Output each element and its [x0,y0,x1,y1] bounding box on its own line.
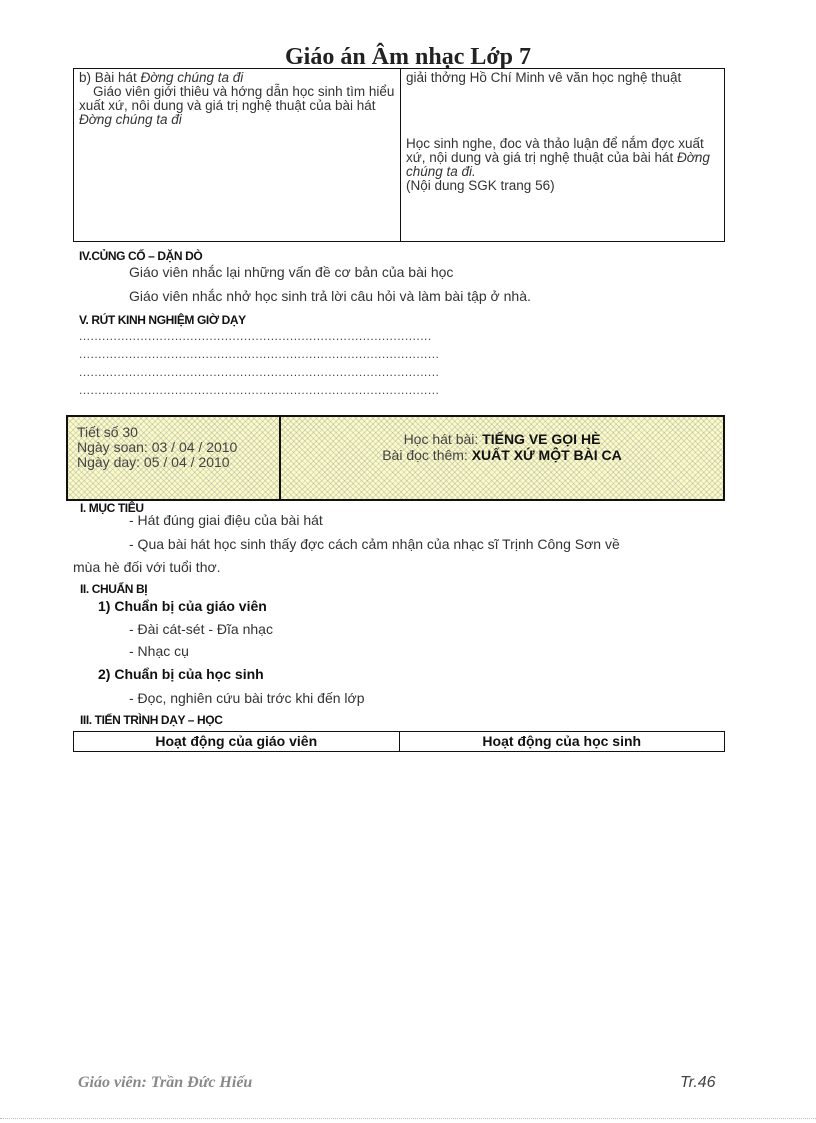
teacher-activity-cell [74,69,401,242]
teach-date: Ngày day: 05 / 04 / 2010 [77,454,230,470]
activity-header-table [73,731,725,752]
song-topic-value: TIẾNG VE GỌI HÈ [482,431,601,447]
footer-divider [0,1118,816,1119]
teacher-prep-item-2: - Nhạc cụ [129,643,189,659]
student-activity-cell [401,69,725,242]
song-topic [281,431,723,447]
award-text: giải thởng Hồ Chí Minh vê văn học nghệ thuật [406,70,682,85]
teacher-intro-paragraph [79,85,395,127]
lesson-activity-table [73,68,725,242]
footer-teacher: Giáo viên: Trần Đức Hiếu [78,1074,253,1091]
student-prep-item-1: - Đọc, nghiên cứu bài trớc khi đến lớp [129,690,365,706]
section-iv-heading: IV.CỦNG CỐ – DẶN DÒ [79,249,203,263]
objective-2-cont: mùa hè đối với tuổi thơ. [73,559,221,575]
dotted-line-1: ............................................................................................ [79,330,432,342]
table-row [74,732,725,752]
song-title: Đờng chúng ta đi [140,70,244,85]
reading-topic-value: XUẤT XỨ MỘT BÀI CA [471,447,622,463]
section-iv-line-1: Giáo viên nhắc lại những vấn đề cơ bản của bài học [129,264,454,280]
prep-date: Ngày soan: 03 / 04 / 2010 [77,439,238,455]
teacher-column-header: Hoạt động của giáo viên [74,732,400,752]
dotted-line-4: .............................................................................................. [79,384,439,396]
sgk-reference: (Nội dung SGK trang 56) [406,178,555,193]
song-title-ref-2: Đờng chúng ta đi. [406,150,710,179]
section-iv-line-2: Giáo viên nhắc nhở học sinh trả lời câu hỏi và làm bài tập ở nhà. [129,288,531,304]
student-paragraph [406,137,719,179]
reading-topic [281,447,723,463]
spacer [406,85,719,137]
teacher-intro-text: Giáo viên giới thiêu và hớng dẫn học sinh tìm hiểu xuất xứ, nôi dung và giá trị nghệ thuật của bài hát [79,84,395,113]
dotted-line-2: .............................................................................................. [79,348,439,360]
lesson-topics [281,417,723,499]
lesson-info-box [66,415,725,501]
song-prefix: b) Bài hát [79,70,141,85]
section-iii-heading: III. TIẾN TRÌNH DẠY – HỌC [80,713,223,727]
song-topic-label: Học hát bài: [403,431,483,447]
objective-2: - Qua bài hát học sinh thấy đợc cách cảm nhận của nhạc sĩ Trịnh Công Sơn về [129,536,620,552]
section-i-heading: I. MỤC TIÊU [80,501,144,515]
song-title-ref: Đờng chúng ta đi [79,112,182,127]
reading-topic-label: Bài đọc thêm: [382,447,472,463]
dotted-line-3: .............................................................................................. [79,366,439,378]
table-row [74,69,725,242]
student-text: Học sinh nghe, đoc và thảo luận để nắm đợc xuất xứ, nội dung và giá trị nghệ thuật của bài hát [406,136,704,165]
student-prep-heading: 2) Chuẩn bị của học sinh [98,666,264,682]
teacher-prep-item-1: - Đài cát-sét - Đĩa nhạc [129,621,273,637]
song-line [79,71,395,85]
lesson-number: Tiết số 30 [77,424,138,440]
section-v-heading: V. RÚT KINH NGHIỆM GIỜ DẠY [79,313,246,327]
objective-1: - Hát đúng giai điệu của bài hát [129,512,323,528]
section-ii-heading: II. CHUẨN BỊ [80,582,148,596]
teacher-prep-heading: 1) Chuẩn bị của giáo viên [98,598,267,614]
student-column-header: Hoạt động của học sinh [399,732,725,752]
footer-page-number: Tr.46 [680,1074,716,1091]
page-title: Giáo án Âm nhạc Lớp 7 [285,44,531,70]
lesson-dates [68,417,281,499]
